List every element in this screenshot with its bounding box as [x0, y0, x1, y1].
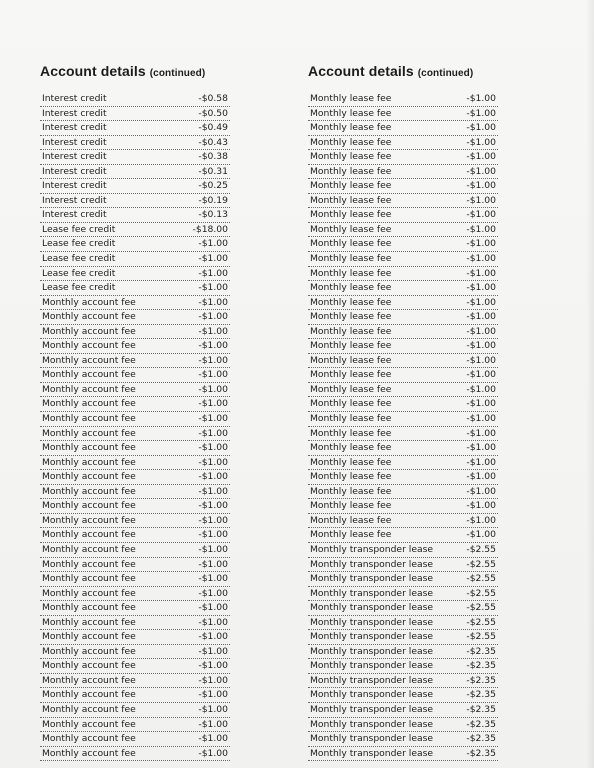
row-amount: -$1.00 [198, 413, 228, 425]
left-heading-title: Account details [40, 63, 146, 79]
row-description: Monthly lease fee [310, 369, 392, 381]
row-description: Monthly account fee [42, 369, 136, 381]
table-row [308, 165, 498, 180]
table-row [40, 150, 230, 165]
table-row [40, 572, 230, 587]
table-row [40, 296, 230, 311]
left-heading-suffix: (continued) [149, 68, 206, 79]
row-description: Monthly lease fee [310, 442, 392, 454]
row-description: Interest credit [42, 136, 107, 148]
row-description: Monthly transponder lease [310, 645, 434, 657]
table-row [308, 572, 498, 587]
table-row [308, 383, 498, 398]
row-description: Monthly account fee [42, 631, 136, 643]
row-amount: -$1.00 [198, 354, 228, 366]
row-description: Monthly transponder lease [310, 660, 434, 672]
row-description: Monthly lease fee [310, 223, 392, 235]
right-heading-title: Account details [308, 63, 414, 79]
row-amount: -$1.00 [466, 93, 496, 104]
table-row [308, 252, 498, 267]
table-row [40, 310, 230, 325]
right-column-heading [308, 62, 498, 80]
row-amount: -$0.43 [198, 136, 228, 148]
table-row [40, 223, 230, 238]
row-amount: -$1.00 [198, 718, 228, 730]
row-amount: -$1.00 [198, 573, 228, 585]
row-amount: -$1.00 [198, 427, 228, 439]
row-description: Monthly lease fee [310, 311, 392, 323]
row-amount: -$0.50 [198, 107, 228, 119]
table-row [308, 223, 498, 238]
row-amount: -$2.55 [466, 631, 496, 643]
row-amount: -$1.00 [198, 645, 228, 657]
table-row [40, 267, 230, 282]
row-amount: -$1.00 [466, 529, 496, 541]
row-amount: -$1.00 [466, 194, 496, 206]
left-details-list [40, 92, 230, 761]
row-description: Monthly account fee [42, 529, 136, 541]
row-amount: -$1.00 [466, 427, 496, 439]
row-amount: -$2.55 [466, 616, 496, 628]
paper-edge-shadow [586, 0, 594, 768]
row-amount: -$1.00 [466, 442, 496, 454]
table-row [308, 747, 498, 762]
row-amount: -$1.00 [198, 660, 228, 672]
row-amount: -$1.00 [466, 500, 496, 512]
row-description: Monthly lease fee [310, 427, 392, 439]
row-description: Monthly transponder lease [310, 733, 434, 745]
row-amount: -$1.00 [198, 471, 228, 483]
row-description: Monthly account fee [42, 427, 136, 439]
table-row [40, 514, 230, 529]
row-amount: -$1.00 [198, 543, 228, 555]
table-row [40, 136, 230, 151]
table-row [308, 456, 498, 471]
row-amount: -$2.35 [466, 703, 496, 715]
row-amount: -$1.00 [198, 282, 228, 294]
row-description: Monthly lease fee [310, 238, 392, 250]
row-description: Monthly lease fee [310, 165, 392, 177]
row-amount: -$1.00 [198, 558, 228, 570]
row-amount: -$1.00 [466, 209, 496, 221]
row-amount: -$1.00 [198, 485, 228, 497]
table-row [308, 470, 498, 485]
row-description: Monthly account fee [42, 645, 136, 657]
row-description: Lease fee credit [42, 238, 116, 250]
table-row [308, 558, 498, 573]
row-description: Monthly transponder lease [310, 543, 434, 555]
table-row [308, 368, 498, 383]
table-row [308, 339, 498, 354]
table-row [308, 688, 498, 703]
row-amount: -$1.00 [198, 514, 228, 526]
table-row [40, 165, 230, 180]
table-row [40, 528, 230, 543]
row-amount: -$1.00 [198, 311, 228, 323]
table-row [308, 281, 498, 296]
table-row [308, 179, 498, 194]
row-description: Monthly account fee [42, 296, 136, 308]
row-description: Interest credit [42, 180, 107, 192]
row-amount: -$2.35 [466, 733, 496, 745]
right-details-list [308, 92, 498, 761]
row-description: Interest credit [42, 151, 107, 163]
table-row [308, 587, 498, 602]
table-row [40, 441, 230, 456]
table-row [40, 616, 230, 631]
table-row [308, 499, 498, 514]
table-row [40, 397, 230, 412]
row-description: Monthly lease fee [310, 194, 392, 206]
table-row [40, 107, 230, 122]
row-amount: -$1.00 [198, 369, 228, 381]
row-description: Monthly lease fee [310, 209, 392, 221]
row-description: Monthly account fee [42, 587, 136, 599]
row-description: Monthly account fee [42, 456, 136, 468]
table-row [40, 470, 230, 485]
row-amount: -$1.00 [198, 689, 228, 701]
row-description: Monthly transponder lease [310, 718, 434, 730]
row-description: Interest credit [42, 93, 107, 104]
table-row [40, 703, 230, 718]
table-row [40, 601, 230, 616]
row-amount: -$1.00 [198, 340, 228, 352]
row-amount: -$1.00 [198, 296, 228, 308]
table-row [308, 92, 498, 107]
row-amount: -$18.00 [192, 223, 228, 235]
row-description: Monthly account fee [42, 311, 136, 323]
row-amount: -$1.00 [198, 587, 228, 599]
row-amount: -$1.00 [466, 267, 496, 279]
row-description: Monthly account fee [42, 471, 136, 483]
table-row [308, 310, 498, 325]
row-amount: -$2.55 [466, 602, 496, 614]
row-amount: -$1.00 [466, 282, 496, 294]
row-description: Monthly transponder lease [310, 689, 434, 701]
table-row [308, 107, 498, 122]
left-account-details-column [40, 62, 230, 761]
table-row [40, 688, 230, 703]
table-row [308, 732, 498, 747]
row-description: Monthly lease fee [310, 122, 392, 134]
row-amount: -$1.00 [466, 223, 496, 235]
table-row [308, 528, 498, 543]
row-description: Monthly account fee [42, 354, 136, 366]
row-amount: -$1.00 [198, 442, 228, 454]
row-amount: -$1.00 [198, 267, 228, 279]
row-amount: -$1.00 [466, 311, 496, 323]
table-row [308, 543, 498, 558]
row-amount: -$1.00 [466, 107, 496, 119]
table-row [308, 645, 498, 660]
table-row [40, 587, 230, 602]
row-amount: -$1.00 [198, 703, 228, 715]
row-description: Monthly lease fee [310, 529, 392, 541]
row-description: Monthly lease fee [310, 296, 392, 308]
row-description: Monthly lease fee [310, 413, 392, 425]
table-row [308, 514, 498, 529]
row-description: Monthly lease fee [310, 267, 392, 279]
row-description: Interest credit [42, 165, 107, 177]
row-amount: -$2.55 [466, 558, 496, 570]
row-description: Monthly transponder lease [310, 573, 434, 585]
row-description: Monthly account fee [42, 703, 136, 715]
table-row [308, 208, 498, 223]
table-row [40, 456, 230, 471]
row-amount: -$1.00 [198, 631, 228, 643]
table-row [308, 194, 498, 209]
row-amount: -$1.00 [466, 325, 496, 337]
table-row [308, 397, 498, 412]
row-description: Monthly lease fee [310, 383, 392, 395]
table-row [40, 558, 230, 573]
row-amount: -$1.00 [198, 383, 228, 395]
row-description: Monthly account fee [42, 573, 136, 585]
row-description: Monthly lease fee [310, 93, 392, 104]
row-description: Monthly account fee [42, 340, 136, 352]
table-row [40, 252, 230, 267]
table-row [40, 121, 230, 136]
row-amount: -$1.00 [466, 122, 496, 134]
row-description: Monthly lease fee [310, 253, 392, 265]
table-row [40, 325, 230, 340]
row-amount: -$2.35 [466, 660, 496, 672]
row-amount: -$0.25 [198, 180, 228, 192]
table-row [40, 383, 230, 398]
right-account-details-column [308, 62, 498, 761]
row-description: Lease fee credit [42, 267, 116, 279]
table-row [40, 339, 230, 354]
row-description: Interest credit [42, 194, 107, 206]
row-amount: -$1.00 [198, 325, 228, 337]
row-amount: -$0.58 [198, 93, 228, 104]
row-description: Monthly account fee [42, 543, 136, 555]
table-row [308, 616, 498, 631]
row-amount: -$1.00 [466, 413, 496, 425]
table-row [40, 237, 230, 252]
row-description: Monthly transponder lease [310, 616, 434, 628]
table-row [40, 368, 230, 383]
row-amount: -$2.35 [466, 747, 496, 759]
row-amount: -$1.00 [466, 136, 496, 148]
table-row [40, 718, 230, 733]
row-amount: -$1.00 [198, 253, 228, 265]
table-row [40, 92, 230, 107]
row-description: Monthly lease fee [310, 500, 392, 512]
table-row [308, 412, 498, 427]
row-description: Monthly account fee [42, 689, 136, 701]
row-description: Monthly account fee [42, 747, 136, 759]
table-row [40, 747, 230, 762]
table-row [308, 630, 498, 645]
row-amount: -$0.49 [198, 122, 228, 134]
row-description: Monthly transponder lease [310, 703, 434, 715]
row-amount: -$1.00 [466, 180, 496, 192]
row-amount: -$1.00 [466, 238, 496, 250]
row-amount: -$1.00 [466, 340, 496, 352]
row-description: Monthly account fee [42, 413, 136, 425]
row-description: Monthly lease fee [310, 340, 392, 352]
row-amount: -$1.00 [198, 747, 228, 759]
row-description: Monthly lease fee [310, 180, 392, 192]
table-row [308, 325, 498, 340]
row-amount: -$1.00 [466, 514, 496, 526]
row-amount: -$2.35 [466, 689, 496, 701]
row-description: Monthly lease fee [310, 136, 392, 148]
row-amount: -$2.35 [466, 645, 496, 657]
row-amount: -$1.00 [198, 733, 228, 745]
table-row [40, 674, 230, 689]
row-amount: -$1.00 [466, 485, 496, 497]
row-description: Monthly lease fee [310, 514, 392, 526]
row-description: Interest credit [42, 122, 107, 134]
row-amount: -$2.35 [466, 718, 496, 730]
table-row [40, 354, 230, 369]
row-amount: -$1.00 [466, 165, 496, 177]
row-description: Monthly account fee [42, 383, 136, 395]
row-amount: -$1.00 [198, 616, 228, 628]
row-description: Lease fee credit [42, 223, 116, 235]
row-description: Monthly lease fee [310, 354, 392, 366]
row-amount: -$1.00 [198, 500, 228, 512]
table-row [40, 732, 230, 747]
row-description: Monthly transponder lease [310, 631, 434, 643]
table-row [40, 485, 230, 500]
table-row [308, 267, 498, 282]
row-description: Monthly lease fee [310, 325, 392, 337]
row-amount: -$1.00 [466, 151, 496, 163]
row-description: Monthly lease fee [310, 282, 392, 294]
row-description: Monthly lease fee [310, 151, 392, 163]
row-description: Monthly account fee [42, 398, 136, 410]
row-amount: -$1.00 [466, 398, 496, 410]
table-row [308, 703, 498, 718]
row-amount: -$1.00 [198, 398, 228, 410]
row-description: Monthly lease fee [310, 398, 392, 410]
table-row [308, 296, 498, 311]
row-amount: -$1.00 [466, 354, 496, 366]
row-description: Monthly lease fee [310, 485, 392, 497]
table-row [40, 179, 230, 194]
table-row [40, 630, 230, 645]
table-row [308, 718, 498, 733]
row-amount: -$1.00 [466, 383, 496, 395]
row-description: Monthly account fee [42, 733, 136, 745]
table-row [308, 237, 498, 252]
row-description: Lease fee credit [42, 282, 116, 294]
row-amount: -$0.38 [198, 151, 228, 163]
table-row [308, 354, 498, 369]
row-amount: -$0.19 [198, 194, 228, 206]
table-row [40, 208, 230, 223]
row-description: Monthly account fee [42, 514, 136, 526]
row-amount: -$0.13 [198, 209, 228, 221]
row-description: Monthly account fee [42, 325, 136, 337]
table-row [308, 121, 498, 136]
row-amount: -$2.55 [466, 543, 496, 555]
table-row [40, 543, 230, 558]
row-amount: -$0.31 [198, 165, 228, 177]
row-amount: -$1.00 [198, 238, 228, 250]
row-description: Monthly account fee [42, 660, 136, 672]
row-amount: -$1.00 [198, 456, 228, 468]
table-row [308, 485, 498, 500]
row-amount: -$1.00 [198, 674, 228, 686]
table-row [308, 601, 498, 616]
table-row [308, 427, 498, 442]
table-row [308, 136, 498, 151]
row-description: Monthly account fee [42, 558, 136, 570]
table-row [40, 645, 230, 660]
table-row [40, 427, 230, 442]
table-row [40, 412, 230, 427]
table-row [40, 281, 230, 296]
row-description: Interest credit [42, 107, 107, 119]
row-description: Monthly transponder lease [310, 602, 434, 614]
row-description: Monthly account fee [42, 718, 136, 730]
table-row [308, 150, 498, 165]
row-description: Monthly account fee [42, 674, 136, 686]
row-amount: -$1.00 [198, 602, 228, 614]
row-amount: -$1.00 [198, 529, 228, 541]
left-column-heading [40, 62, 230, 80]
table-row [308, 674, 498, 689]
row-description: Monthly account fee [42, 602, 136, 614]
row-description: Monthly transponder lease [310, 558, 434, 570]
row-amount: -$1.00 [466, 296, 496, 308]
table-row [308, 441, 498, 456]
row-amount: -$1.00 [466, 369, 496, 381]
row-amount: -$1.00 [466, 456, 496, 468]
row-amount: -$1.00 [466, 253, 496, 265]
row-amount: -$2.55 [466, 573, 496, 585]
right-heading-suffix: (continued) [417, 68, 474, 79]
row-description: Monthly transponder lease [310, 747, 434, 759]
table-row [40, 499, 230, 514]
row-description: Monthly lease fee [310, 456, 392, 468]
row-description: Monthly transponder lease [310, 674, 434, 686]
row-description: Monthly account fee [42, 442, 136, 454]
row-amount: -$1.00 [466, 471, 496, 483]
row-description: Monthly account fee [42, 616, 136, 628]
row-amount: -$2.55 [466, 587, 496, 599]
row-description: Monthly transponder lease [310, 587, 434, 599]
table-row [40, 659, 230, 674]
table-row [40, 194, 230, 209]
row-description: Interest credit [42, 209, 107, 221]
row-description: Monthly account fee [42, 485, 136, 497]
row-description: Monthly lease fee [310, 107, 392, 119]
row-description: Monthly lease fee [310, 471, 392, 483]
row-amount: -$2.35 [466, 674, 496, 686]
table-row [308, 659, 498, 674]
row-description: Lease fee credit [42, 253, 116, 265]
row-description: Monthly account fee [42, 500, 136, 512]
